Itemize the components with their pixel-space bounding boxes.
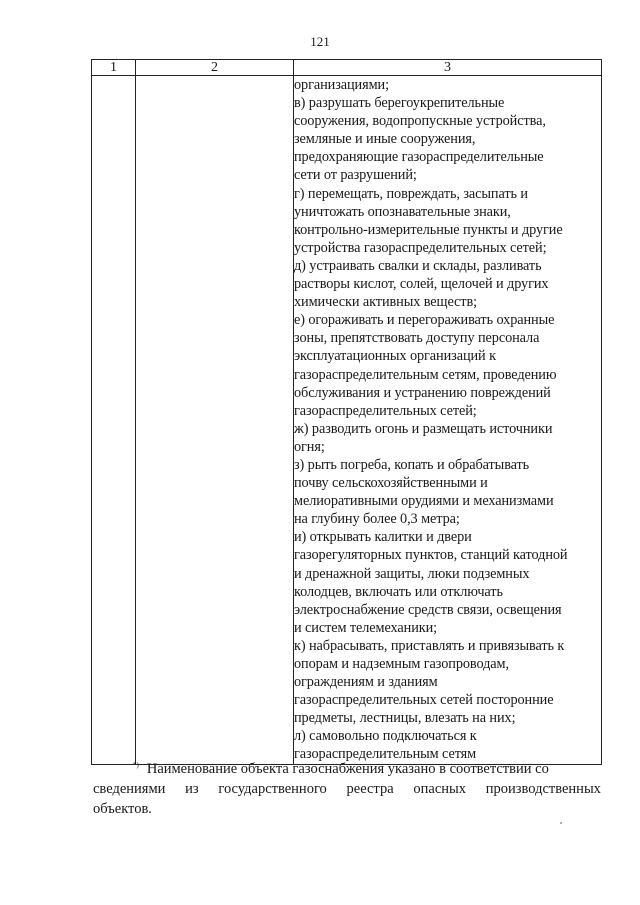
footnote-word: опасных (413, 781, 467, 797)
table-cell-col1 (92, 76, 136, 765)
text-line: газораспределительным сетям (294, 746, 477, 763)
page-number: 121 (310, 34, 330, 49)
text-line: земляные и иные сооружения, (294, 131, 476, 148)
text-line: ж) разводить огонь и размещать источники (294, 420, 553, 437)
text-line: предметы, лестницы, влезать на них; (294, 710, 516, 727)
text-line: уничтожать опознавательные знаки, (294, 203, 511, 220)
text-line: химически активных веществ; (294, 294, 477, 311)
text-line: предохраняющие газораспределительные (294, 149, 544, 166)
text-line: огня; (294, 438, 325, 455)
footnote-word: реестра (346, 781, 394, 797)
text-line: ограждениям и зданиям (294, 674, 438, 691)
text-line: и) открывать калитки и двери (294, 529, 472, 546)
text-line: г) перемещать, повреждать, засыпать и (294, 185, 528, 202)
text-line: организациями; (294, 77, 389, 93)
table-cell-col2 (136, 76, 294, 765)
text-line: в) разрушать берегоукрепительные (294, 95, 505, 112)
footnote-continuation (93, 779, 601, 819)
text-line: д) устраивать свалки и склады, разливать (294, 257, 542, 274)
footnote-word: государственного (218, 781, 327, 797)
footnote-first-line (133, 759, 600, 779)
text-line: газораспределительных сетей; (294, 402, 477, 419)
text-line: обслуживания и устранению повреждений (294, 384, 551, 401)
table-cell-col3 (294, 76, 602, 765)
text-line: контрольно-измерительные пункты и другие (294, 221, 563, 238)
column-header-3: 3 (294, 60, 602, 76)
footnote-line-2 (93, 779, 601, 799)
footnote-word: сведениями (93, 781, 166, 797)
text-line: е) огораживать и перегораживать охранные (294, 312, 555, 329)
footnote-word: производственных (485, 781, 601, 797)
text-line: на глубину более 0,3 метра; (294, 511, 460, 528)
text-line: почву сельскохозяйственными и (294, 475, 488, 492)
column-header-1: 1 (92, 60, 136, 76)
footnote-text-line1: Наименование объекта газоснабжения указано в соответствии со (146, 761, 549, 777)
text-line: эксплуатационных организаций к (294, 348, 496, 365)
text-line: устройства газораспределительных сетей; (294, 239, 547, 256)
footnote-word: из (185, 781, 199, 797)
text-line: растворы кислот, солей, щелочей и других (294, 276, 549, 293)
text-line: и систем телемеханики; (294, 619, 438, 636)
text-line: газораспределительным сетям, проведению (294, 366, 557, 383)
table-row (92, 76, 602, 765)
text-line: сооружения, водопропускные устройства, (294, 113, 546, 130)
text-line: к) набрасывать, приставлять и привязывать к (294, 637, 565, 654)
column-header-2: 2 (136, 60, 294, 76)
text-line: сети от разрушений; (294, 167, 417, 184)
text-line: газорегуляторных пунктов, станций катодной (294, 547, 568, 564)
text-line: электроснабжение средств связи, освещения (294, 601, 562, 618)
document-table (91, 59, 602, 765)
text-line: л) самовольно подключаться к (294, 728, 477, 745)
text-line: и дренажной защиты, люки подземных (294, 565, 530, 582)
text-line: газораспределительных сетей посторонние (294, 692, 554, 709)
text-line: мелиоративными орудиями и механизмами (294, 493, 554, 510)
text-line: колодцев, включать или отключать (294, 583, 503, 600)
text-line: зоны, препятствовать доступу персонала (294, 330, 540, 347)
footnote-marker: *) (133, 761, 139, 769)
text-line: опорам и надземным газопроводам, (294, 656, 509, 672)
table-header-row (92, 60, 602, 76)
scan-speck (560, 822, 562, 824)
footnote-text-line3: объектов. (93, 801, 152, 817)
text-line: з) рыть погреба, копать и обрабатывать (294, 456, 530, 473)
